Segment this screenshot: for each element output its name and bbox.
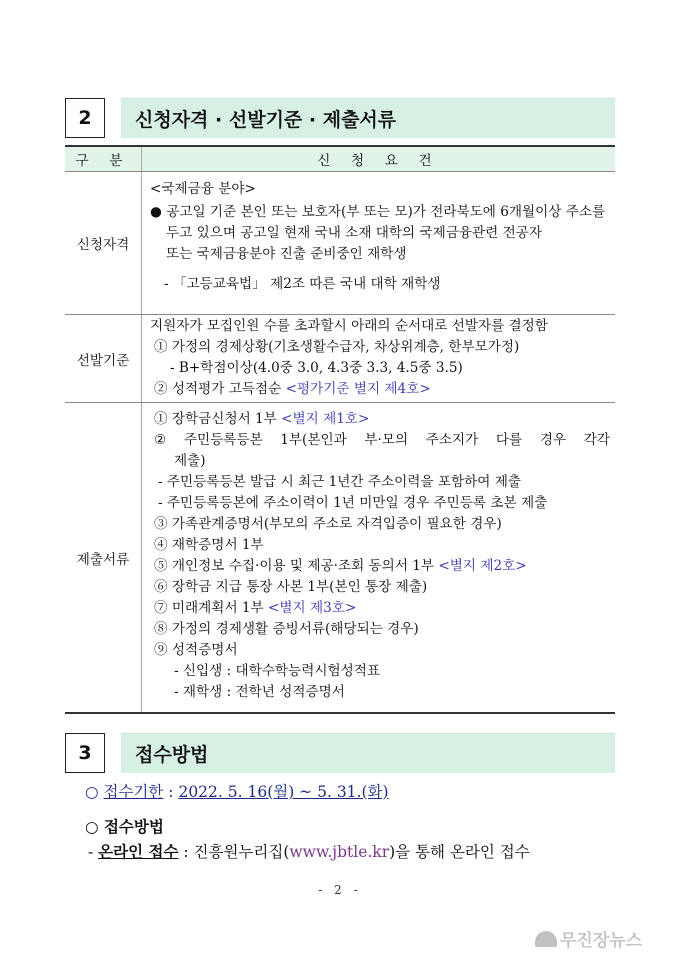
- list-item: ② 주민등록등본 1부(본인과 부·모의 주소지가 다를 경우 각각: [154, 432, 610, 448]
- list-item: - 재학생 : 전학년 성적증명서: [174, 684, 345, 700]
- page-number: - 2 -: [318, 883, 362, 897]
- deadline-line: ○ 접수기한 : 2022. 5. 16(월) ~ 5. 31.(화): [85, 783, 389, 801]
- section-2-header: [65, 98, 615, 140]
- header-category: 구 분: [65, 147, 142, 171]
- deadline-label: 접수기한: [103, 783, 164, 801]
- list-item: - 신입생 : 대학수학능력시험성적표: [174, 663, 380, 679]
- watermark: 무진장뉴스: [535, 926, 642, 951]
- list-item: 제출): [174, 453, 206, 469]
- list-item: ⑨ 성적증명서: [154, 642, 238, 658]
- list-item: 지원자가 모집인원 수를 초과할시 아래의 순서대로 선발자를 결정함: [150, 318, 548, 334]
- list-item: ④ 재학증명서 1부: [154, 537, 264, 553]
- list-item: ⑤ 개인정보 수집·이용 및 제공·조회 동의서 1부 <별지 제2호>: [154, 558, 527, 574]
- category-heading: <국제금융 분야>: [150, 181, 256, 197]
- list-item: ⑥ 장학금 지급 통장 사본 1부(본인 통장 제출): [154, 579, 428, 595]
- appendix-ref: <별지 제2호>: [438, 558, 527, 574]
- section-3-header: [65, 733, 615, 775]
- list-item: - 「고등교육법」 제2조 따른 국내 대학 재학생: [164, 276, 441, 292]
- list-item: ① 장학금신청서 1부 <별지 제1호>: [154, 411, 370, 427]
- deadline-value: 2022. 5. 16(월) ~ 5. 31.(화): [178, 783, 389, 801]
- online-line: - 온라인 접수 : 진흥원누리집(www.jbtle.kr)을 통해 온라인 접수: [88, 842, 530, 861]
- header-requirements: 신 청 요 건: [317, 153, 440, 169]
- section-number: 2: [65, 98, 105, 138]
- section-title: 접수방법: [121, 733, 615, 773]
- table-row-selection: [65, 315, 615, 403]
- bullet-icon: ●: [150, 204, 167, 220]
- table-header: [65, 145, 615, 172]
- method-label: 접수방법: [103, 817, 164, 836]
- row-content: [142, 172, 615, 314]
- row-label: 신청자격: [65, 172, 142, 314]
- appendix-ref: <별지 제1호>: [281, 411, 370, 427]
- method-line: [85, 815, 164, 837]
- list-item: ⑦ 미래계획서 1부 <별지 제3호>: [154, 600, 357, 616]
- circle-bullet-icon: ○: [85, 783, 99, 801]
- row-content: [142, 403, 615, 712]
- list-item: ① 가정의 경제상황(기초생활수급자, 차상위계층, 한부모가정): [154, 339, 520, 355]
- list-item: ● 공고일 기준 본인 또는 보호자(부 또는 모)가 전라북도에 6개월이상 주소를: [150, 204, 606, 220]
- website-link[interactable]: www.jbtle.kr: [289, 843, 390, 861]
- section-title: 신청자격 · 선발기준 · 제출서류: [121, 98, 615, 138]
- row-label: 선발기준: [65, 315, 142, 402]
- requirements-table: [65, 145, 615, 714]
- watermark-logo-icon: [535, 931, 557, 947]
- list-item: - 주민등록등본 발급 시 최근 1년간 주소이력을 포함하여 제출: [158, 474, 521, 490]
- list-item: 두고 있으며 공고일 현재 국내 소재 대학의 국제금융관련 전공자: [166, 225, 542, 241]
- online-label: 온라인 접수: [98, 842, 179, 861]
- section-number: 3: [65, 733, 105, 773]
- table-row-eligibility: [65, 172, 615, 315]
- table-row-documents: [65, 403, 615, 714]
- appendix-ref: <평가기준 별지 제4호>: [285, 381, 431, 397]
- list-item: ⑧ 가정의 경제생활 증빙서류(해당되는 경우): [154, 621, 419, 637]
- row-content: [142, 315, 615, 402]
- circle-bullet-icon: ○: [85, 817, 99, 836]
- list-item: 또는 국제금융분야 진출 준비중인 재학생: [166, 246, 407, 262]
- list-item: ③ 가족관계증명서(부모의 주소로 자격입증이 필요한 경우): [154, 516, 502, 532]
- list-item: - B+학점이상(4.0중 3.0, 4.3중 3.3, 4.5중 3.5): [170, 360, 463, 376]
- appendix-ref: <별지 제3호>: [268, 600, 357, 616]
- list-item: ② 성적평가 고득점순 <평가기준 별지 제4호>: [154, 381, 431, 397]
- list-item: - 주민등록등본에 주소이력이 1년 미만일 경우 주민등록 초본 제출: [158, 495, 548, 511]
- row-label: 제출서류: [65, 403, 142, 712]
